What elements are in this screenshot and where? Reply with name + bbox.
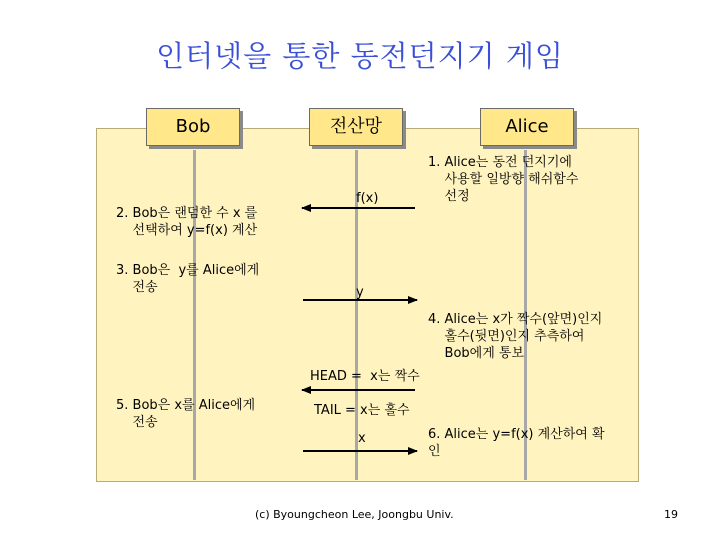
step-alice-6: 6. Alice는 y=f(x) 계산하여 확 인 xyxy=(428,427,605,459)
step-bob-2: 2. Bob은 랜덤한 수 x 를 선택하여 y=f(x) 계산 xyxy=(116,206,258,238)
step-alice-4: 4. Alice는 x가 짝수(앞면)인지 홀수(뒷면)인지 추측하여 Bob에게 통보 xyxy=(428,312,603,361)
message-fx-label: f(x) xyxy=(356,191,379,206)
footer-credit: (c) Byoungcheon Lee, Joongbu Univ. xyxy=(255,508,454,521)
message-x-label: x xyxy=(358,431,366,446)
message-tail-label: TAIL = x는 홀수 xyxy=(314,403,410,418)
message-y-label: y xyxy=(356,285,364,300)
network-header: 전산망 xyxy=(309,108,403,146)
bob-header: Bob xyxy=(146,108,240,146)
slide-title: 인터넷을 통한 동전던지기 게임 xyxy=(156,39,564,73)
step-bob-5: 5. Bob은 x를 Alice에게 전송 xyxy=(116,398,256,430)
alice-header: Alice xyxy=(480,108,574,146)
step-bob-3: 3. Bob은 y를 Alice에게 전송 xyxy=(116,263,260,295)
message-head-label: HEAD = x는 짝수 xyxy=(310,369,420,384)
page-number: 19 xyxy=(664,508,678,521)
step-alice-1: 1. Alice는 동전 던지기에 사용할 일방향 해쉬함수 선정 xyxy=(428,155,579,204)
